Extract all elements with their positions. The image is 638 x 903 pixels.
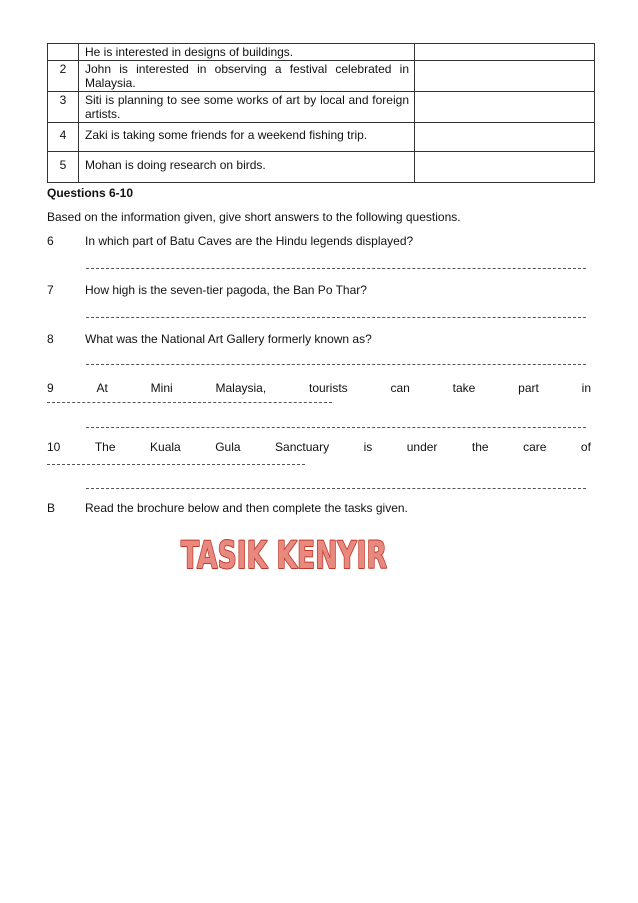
row-number: 2 [48, 61, 79, 92]
section-instructions: Based on the information given, give short answers to the following questions. [47, 210, 461, 224]
brochure-title-text: TASIK KENYIR [181, 534, 387, 577]
question-word: in [581, 381, 591, 395]
question-number: 6 [47, 234, 54, 248]
answer-line-7[interactable] [86, 317, 586, 318]
section-heading: Questions 6-10 [47, 186, 134, 200]
table-row [48, 152, 595, 183]
table-row [48, 123, 595, 152]
answer-line-6[interactable] [86, 268, 586, 269]
question-number: 7 [47, 283, 54, 297]
question-word: At [96, 381, 108, 395]
row-text: Mohan is doing research on birds. [79, 152, 415, 183]
answer-line-10[interactable] [86, 488, 586, 489]
answer-line-9[interactable] [86, 427, 586, 428]
question-word: take [452, 381, 476, 395]
matching-table [47, 43, 595, 183]
question-text: What was the National Art Gallery formerly known as? [85, 332, 372, 346]
row-number [48, 44, 79, 61]
table-row [48, 61, 595, 92]
row-text: He is interested in designs of buildings. [79, 44, 415, 61]
table-row [48, 92, 595, 123]
question-number: 8 [47, 332, 54, 346]
part-label: B [47, 501, 56, 515]
question-word: part [518, 381, 539, 395]
part-text: Read the brochure below and then complete the tasks given. [85, 501, 408, 515]
answer-cell[interactable] [415, 61, 595, 92]
answer-cell[interactable] [415, 123, 595, 152]
row-text: Siti is planning to see some works of art by local and foreign artists. [79, 92, 415, 123]
row-number: 4 [48, 123, 79, 152]
question-word: of [580, 440, 591, 454]
question-word: tourists [308, 381, 348, 395]
question-word: Malaysia, [215, 381, 267, 395]
question-word: The [94, 440, 116, 454]
answer-line-8[interactable] [86, 364, 586, 365]
question-text: In which part of Batu Caves are the Hindu legends displayed? [85, 234, 414, 248]
question-word: the [471, 440, 489, 454]
row-text: Zaki is taking some friends for a weekend fishing trip. [79, 123, 415, 152]
answer-inline-line-9[interactable] [47, 402, 332, 403]
row-number: 3 [48, 92, 79, 123]
row-number: 5 [48, 152, 79, 183]
question-text: How high is the seven-tier pagoda, the Ban Po Thar? [85, 283, 367, 297]
brochure-title-logo [178, 528, 390, 578]
question-word: can [390, 381, 410, 395]
answer-cell[interactable] [415, 92, 595, 123]
table-row [48, 44, 595, 61]
question-word: Gula [215, 440, 241, 454]
question-word: is [363, 440, 373, 454]
question-word: Kuala [150, 440, 181, 454]
row-text: John is interested in observing a festival celebrated in Malaysia. [79, 61, 415, 92]
question-9 [47, 381, 591, 395]
question-10 [47, 440, 591, 454]
question-word: under [406, 440, 438, 454]
question-word: Mini [150, 381, 173, 395]
question-word: Sanctuary [275, 440, 330, 454]
question-word: care [523, 440, 547, 454]
question-number: 10 [47, 440, 61, 454]
question-number: 9 [47, 381, 54, 395]
answer-cell[interactable] [415, 44, 595, 61]
answer-inline-line-10[interactable] [47, 464, 305, 465]
answer-cell[interactable] [415, 152, 595, 183]
